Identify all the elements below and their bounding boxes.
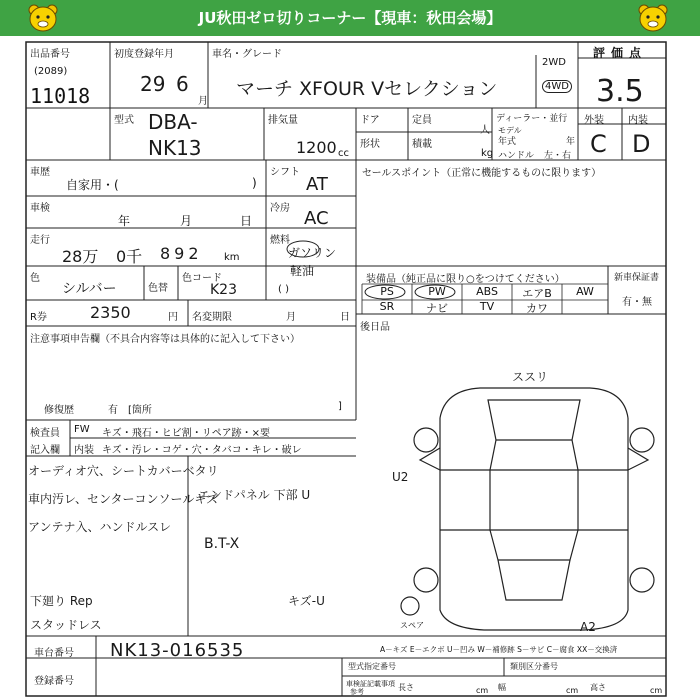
repair-place: [箇所 [128,405,152,416]
equipment-navi: ナビ [426,302,448,315]
capacity-label: 定員 [412,115,432,126]
interior-inspect-label: 内装 [74,445,94,456]
exterior-grade: C [590,130,607,158]
first-registration-label: 初度登録年月 [114,49,174,60]
mileage-sen: 0千 [116,247,143,266]
reference-label: 車検証記載事項 [346,680,395,688]
vehicle-number: NK13-016535 [110,640,245,661]
inspection-year: 年 [118,214,131,228]
fw-label: FW [74,424,90,435]
door-label: ドア [360,115,380,126]
width-unit: cm [566,686,579,695]
mileage-man: 28万 [62,247,99,266]
kg-unit: kg [481,148,494,159]
shape-label: 形状 [360,139,380,150]
car-name-label: 車名・グレード [212,49,282,60]
entry-label: 記入欄 [30,445,60,456]
history-value: 自家用・( [66,178,119,192]
name-change-month: 月 [286,312,296,323]
interior-label: 内装 [628,115,648,126]
listing-number: 11018 [30,84,91,108]
vehicle-number-label: 車台番号 [34,648,74,659]
listing-sub-number: (2089) [34,66,68,77]
drive-4wd: 4WD [542,80,572,93]
category-number-label: 類別区分番号 [510,662,558,671]
shift-value: AT [306,174,328,195]
handle-options: 左・右 [544,151,572,161]
load-label: 積載 [412,139,432,150]
equipment-label: 装備品（純正品に限り○をつけてください） [366,274,565,285]
shift-label: シフト [270,167,300,178]
registration-number-label: 登録番号 [34,676,74,687]
note-line: キズ-U [288,594,325,608]
fuel-other: ( ) [278,284,289,295]
fw-items: キズ・飛石・ヒビ割・リペア跡・×要 [102,428,270,439]
inspection-label: 車検 [30,203,50,214]
warranty-label: 新車保証書 [614,273,660,283]
model-line1: DBA- [148,110,198,134]
spare-label: スペア [400,621,424,630]
type-designation-label: 型式指定番号 [348,662,396,671]
recycle-value: 2350 [90,303,131,322]
dealer-label: ディーラー・並行 [496,114,568,124]
history-label: 車歴 [30,167,50,178]
interior-grade: D [632,130,651,158]
recycle-label: R券 [30,312,47,323]
color-value: シルバー [62,281,117,297]
note-line: 下廻り Rep [30,594,93,608]
recycle-unit: 円 [168,312,178,323]
color-label: 色 [30,273,40,284]
model-line2: NK13 [148,136,202,160]
ac-label: 冷房 [270,203,290,214]
width-label: 幅 [498,683,506,692]
ac-value: AC [304,208,329,229]
inspector-label: 検査員 [30,428,60,439]
note-line: エンドパネル 下部 U [198,488,311,502]
equipment-tv: TV [479,300,495,313]
mileage-label: 走行 [30,235,50,246]
repair-history-label: 修復歴 [44,405,74,416]
grade-value: 3.5 [596,74,644,109]
model-year-label-1: モデル [498,126,522,135]
model-label: 型式 [114,115,134,126]
mileage-unit: km [224,252,240,263]
equipment-airbag: エアB [522,287,552,300]
length-label: 長さ [398,683,414,692]
color-code: K23 [210,282,237,298]
repair-place-close: ] [338,401,342,412]
banner-title: JU秋田ゼロ切りコーナー【現車：秋田会場】 [198,9,502,27]
year-unit: 年 [566,137,576,147]
note-line: アンテナ入、ハンドルスレ [28,520,172,534]
diagram-bottom-note: A2 [580,620,596,634]
note-line: 車内汚レ、センターコンソールキズ [28,492,219,506]
note-line: B.T-X [204,536,240,552]
inspection-day: 日 [240,214,253,228]
grade-label: 評価点 [593,46,648,60]
equipment-leather: カワ [526,302,548,315]
model-year-label-2: 年式 [498,137,517,147]
fuel-gas: ガソリン [288,246,337,260]
displacement-label: 排気量 [268,115,298,126]
fuel-label: 燃料 [270,235,290,246]
color-code-label: 色コード [182,273,222,284]
displacement-unit: cc [338,148,349,159]
height-label: 高さ [590,683,606,692]
length-unit: cm [476,686,489,695]
name-change-day: 日 [340,312,350,323]
month-unit: 月 [198,96,208,107]
listing-number-label: 出品番号 [30,49,70,60]
person-unit: 人 [480,125,490,136]
equipment-sr: SR [379,300,395,313]
repair-history-has: 有 [108,405,118,416]
note-line: スタッドレス [30,618,102,632]
name-change-label: 名変期限 [192,312,232,323]
equipment-abs: ABS [476,285,498,298]
history-close: ) [252,176,257,190]
drive-2wd: 2WD [542,57,566,68]
note-line: オーディオ穴、シートカバーベタリ [28,464,219,478]
equipment-pw: PW [428,285,446,298]
notes-label: 注意事項申告欄（不具合内容等は具体的に記入して下さい） [30,334,300,345]
equipment-aw: AW [576,285,594,298]
sales-points-label: セールスポイント（正常に機能するものに限ります） [362,168,602,179]
diagram-left-note: U2 [392,470,409,484]
inspection-month: 月 [180,214,193,228]
warranty-value: 有・無 [622,297,652,308]
height-unit: cm [650,686,663,695]
later-items-label: 後日品 [360,322,390,333]
exterior-label: 外装 [584,115,604,126]
fuel-diesel: 軽油 [290,264,315,278]
displacement-value: 1200 [296,138,337,157]
first-registration-year: 29 [140,72,166,96]
mileage-rest: 892 [160,244,203,263]
reference-note: 参考 [350,688,364,696]
equipment-ps: PS [380,285,394,298]
diagram-top-note: ススリ [512,370,549,384]
damage-legend: A－キズ E－エクボ U－凹み W－補修跡 S－サビ C－腐食 XX－交換済 [380,645,618,654]
car-name-value: マーチ XFOUR Vセレクション [236,78,498,100]
interior-items: キズ・汚レ・コゲ・穴・タバコ・キレ・破レ [102,445,302,456]
color-tone-label: 色替 [148,283,168,294]
first-registration-month: 6 [176,72,189,96]
handle-label: ハンドル [498,151,535,161]
